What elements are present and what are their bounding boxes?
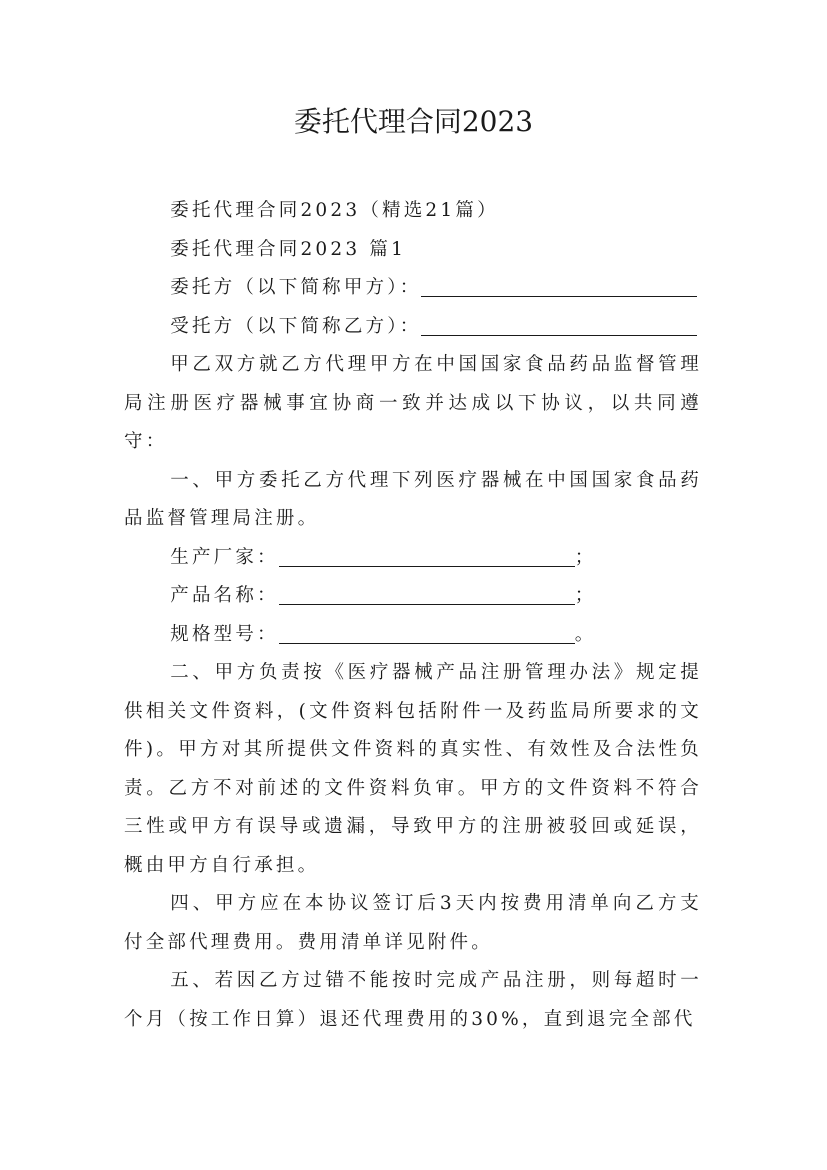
- client-party-line: [124, 269, 702, 308]
- document-title: 委托代理合同2023: [293, 105, 534, 138]
- model-blank: [279, 621, 575, 644]
- document-body: [124, 192, 702, 1039]
- agent-party-line: [124, 308, 702, 347]
- product-name-label: 产品名称：: [170, 585, 279, 606]
- model-label: 规格型号：: [170, 623, 279, 645]
- clause-4-paragraph: 四、甲方应在本协议签订后3天内按费用清单向乙方支付全部代理费用。费用清单详见附件。: [124, 893, 702, 953]
- product-name-end-mark: ；: [574, 585, 597, 606]
- intro-line-2: 委托代理合同2023 篇1: [170, 238, 407, 260]
- intro-line-1: 委托代理合同2023（精选21篇）: [170, 200, 499, 221]
- preamble-paragraph: 甲乙双方就乙方代理甲方在中国国家食品药品监督管理局注册医疗器械事宜协商一致并达成以下协议，以共同遵守：: [124, 354, 702, 452]
- manufacturer-line: [124, 539, 702, 578]
- agent-party-label: 受托方（以下简称乙方）：: [170, 315, 422, 337]
- manufacturer-blank: [279, 544, 575, 567]
- product-name-line: [124, 577, 702, 616]
- model-end-mark: 。: [574, 623, 597, 645]
- agent-name-blank: [421, 313, 697, 336]
- clause-5-paragraph: 五、若因乙方过错不能按时完成产品注册，则每超时一个月（按工作日算）退还代理费用的30%，直到退完全部代: [124, 970, 702, 1030]
- manufacturer-label: 生产厂家：: [170, 546, 279, 568]
- manufacturer-end-mark: ；: [574, 546, 597, 568]
- client-name-blank: [421, 274, 697, 297]
- model-line: [124, 616, 702, 655]
- client-party-label: 委托方（以下简称甲方）：: [170, 277, 422, 298]
- clause-2-paragraph: 二、甲方负责按《医疗器械产品注册管理办法》规定提供相关文件资料，(文件资料包括附件一及药监局所要求的文件)。甲方对其所提供文件资料的真实性、有效性及合法性负责。乙方不对前述的文件资料负审。甲方的文件资料不符合三性或甲方有误导或遗漏，导致甲方的注册被驳回或延误，概由甲方自行承担。: [124, 662, 702, 876]
- product-name-blank: [279, 582, 575, 605]
- clause-1-paragraph: 一、甲方委托乙方代理下列医疗器械在中国国家食品药品监督管理局注册。: [124, 469, 702, 529]
